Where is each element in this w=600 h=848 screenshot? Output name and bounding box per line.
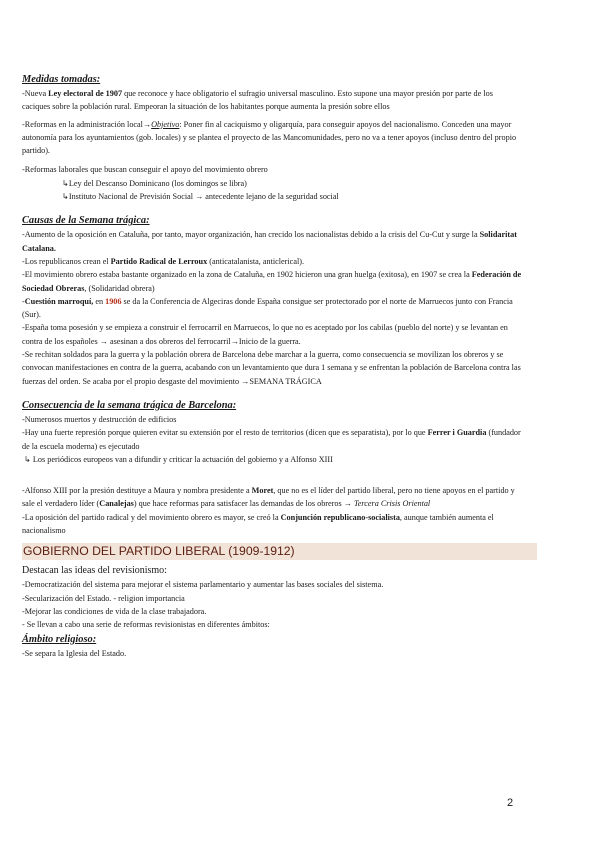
heading-medidas: Medidas tomadas: <box>22 74 101 85</box>
heading-causas: Causas de la Semana trágica: <box>22 215 150 227</box>
paragraph-reformas-revisionistas: - Se llevan a cabo una serie de reformas revisionistas en diferentes ámbitos: <box>22 620 270 630</box>
paragraph-ley-electoral: -Nueva Ley electoral de 1907 que reconoce y hace obligatorio el sufragio universal masculino. Esto supone una mayor presión por parte de los caciques sobre la población rural. Empeoran la situación de los habitantes porque aumenta la presión sobre ellos <box>22 89 493 112</box>
paragraph-alfonso-xiii: -Alfonso XIII por la presión destituye a Maura y nombra presidente a Moret, que no es el líder del partido liberal, pero no tiene apoyos en el partido y sale el verdadero líder (Canalejas) que hace reformas para satisfacer las demandas de los obreros → Tercera Crisis Oriental <box>22 486 515 509</box>
paragraph-muertos: -Numerosos muertos y destrucción de edificios <box>22 414 177 424</box>
paragraph-periodicos: ↳ Los periódicos europeos van a difundir y criticar la actuación del gobierno y a Alfonso XIII <box>24 454 333 464</box>
paragraph-secularizacion: -Secularización del Estado. - religion importancia <box>22 593 185 603</box>
page-number: 2 <box>507 797 514 809</box>
paragraph-republicanos: -Los republicanos crean el Partido Radical de Lerroux (anticatalanista, anticlerical). <box>22 256 305 266</box>
paragraph-ferrocarril: -España toma posesión y se empieza a construir el ferrocarril en Marruecos, lo que no es aceptado por los cabilas (pueblo del norte) y se levantan en contra de los españoles → asesinan a dos obreros del ferrocarril→Inicio de la guerra. <box>22 323 508 346</box>
paragraph-conjuncion: -La oposición del partido radical y del movimiento obrero es mayor, se creó la Conjunción republicano-socialista, aunque también aumenta el nacionalismo <box>22 512 494 536</box>
section-banner-gobierno-liberal: GOBIERNO DEL PARTIDO LIBERAL (1909-1912) <box>22 543 537 560</box>
paragraph-semana-tragica: -Se rechitan soldados para la guerra y la población obrera de Barcelona debe marchar a la guerra, como consecuencia se movilizan los obreros y se convocan manifestaciones en contra de la guerra, acabando con un levantamiento que dura 1 semana y se enfrentan la población de Barcelona contra las fuerzas del orden. Se acaba por el propio desgaste del movimiento →SEMANA TRÁGICA <box>22 350 521 386</box>
heading-consecuencias: Consecuencia de la semana trágica de Barcelona: <box>22 399 237 411</box>
paragraph-movimiento-obrero: -El movimiento obrero estaba bastante organizado en la zona de Cataluña, en 1902 hicieron una gran huelga (exitosa), en 1907 se crea la Federación de Sociedad Obreras, (Solidaridad obrera) <box>22 270 522 293</box>
paragraph-cuestion-marroqui: -Cuestión marroquí, en 1906 se da la Conferencia de Algeciras donde España consigue ser protectorado por el norte de Marruecos junto con Francia (Sur). <box>22 296 513 320</box>
paragraph-democratizacion: -Democratización del sistema para mejorar el sistema parlamentario y aumentar las bases sociales del sistema. <box>22 580 384 590</box>
paragraph-separacion-iglesia: -Se separa la Iglesia del Estado. <box>22 648 127 658</box>
paragraph-reformas-laborales: -Reformas laborales que buscan conseguir el apoyo del movimiento obrero <box>22 165 268 175</box>
heading-ambito-religioso: Ámbito religioso: <box>22 633 97 645</box>
paragraph-oposicion-cataluna: -Aumento de la oposición en Cataluña, por tanto, mayor organización, han crecido los nacionalistas debido a la crisis del Cu-Cut y surge la Solidaritat Catalana. <box>22 230 517 253</box>
sub-item-descanso: ↳Ley del Descanso Dominicano (los domingos se libra) <box>62 178 247 188</box>
paragraph-revisionismo-intro: Destacan las ideas del revisionismo: <box>22 565 167 577</box>
paragraph-reformas-administracion: -Reformas en la administración local→Objetivo: Poner fin al caciquismo y oligarquía, para conseguir apoyos del nacionalismo. Conceden una mayor autonomía para los ayuntamientos (gob. locales) y se plantea el proyecto de las Mancomunidades, pero no va a tener apoyos (incluso dentro del propio partido). <box>22 119 517 156</box>
paragraph-represion: -Hay una fuerte represión porque quieren evitar su extensión por el resto de territorios (dicen que es separatista), por lo que Ferrer i Guardia (fundador de la escuela moderna) es ejecutado <box>22 428 521 451</box>
document-body <box>22 72 522 660</box>
sub-item-instituto: ↳Instituto Nacional de Previsión Social → antecedente lejano de la seguridad social <box>62 192 339 202</box>
paragraph-condiciones-vida: -Mejorar las condiciones de vida de la clase trabajadora. <box>22 606 207 616</box>
